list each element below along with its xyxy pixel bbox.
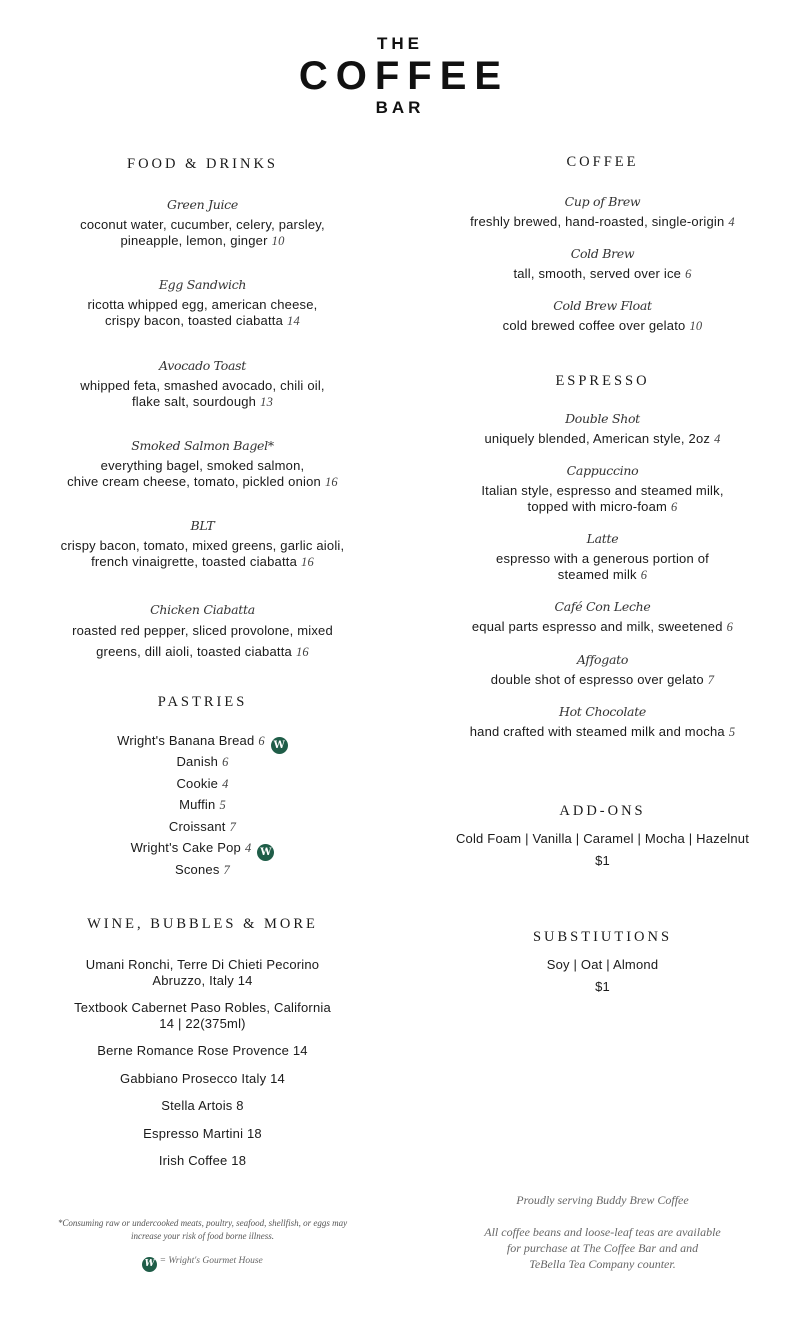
item-description: crispy bacon, tomato, mixed greens, garlic aioli, french vinaigrette, toasted ciabatta 16 [60,538,345,569]
availability-note: All coffee beans and loose-leaf teas are available for purchase at The Coffee Bar and and TeBella Tea Company counter. [484,1225,721,1271]
item-price: 4 [728,215,735,229]
item-name: Chicken Ciabatta [150,602,255,617]
brand-line-the: THE [377,34,423,53]
pastry-item-cake-pop [40,840,365,861]
item-name: Avocado Toast [159,358,246,373]
item-name: Danish [176,754,219,769]
addons-options: Cold Foam | Vanilla | Caramel | Mocha | Hazelnut [455,831,750,846]
substitutions-price: $1 [595,979,610,994]
item-price: 14 [287,314,300,328]
item-price: 5 [728,725,736,739]
menu-item-latte [430,530,775,583]
item-name: Cookie [176,776,219,791]
item-price: 7 [229,820,237,834]
item-description: espresso with a generous portion of steamed milk 6 [496,551,709,582]
addons-section-title: ADD-ONS [559,803,646,819]
item-price: 6 [671,500,678,514]
item-description: ricotta whipped egg, american cheese, crispy bacon, toasted ciabatta 14 [87,297,318,328]
wrights-badge-icon: W [142,1257,157,1272]
item-description: Italian style, espresso and steamed milk, topped with micro-foam 6 [481,483,724,514]
item-name: Smoked Salmon Bagel* [131,438,274,453]
substitutions-options: Soy | Oat | Almond [546,957,659,972]
menu-item-hot-chocolate [430,703,775,740]
item-description: roasted red pepper, sliced provolone, mixed greens, dill aioli, toasted ciabatta 16 [72,623,333,659]
item-price: 6 [222,755,229,769]
menu-item-chicken-ciabatta [40,601,365,663]
item-name: Cold Brew [570,246,635,261]
wine-item-irish-coffee: Irish Coffee 18 [158,1153,247,1168]
menu-item-green-juice [40,196,365,249]
item-name: Muffin [179,797,216,812]
menu-item-double-shot [430,410,775,447]
wine-item-cabernet: Textbook Cabernet Paso Robles, California 14 | 22(375ml) [74,1000,331,1031]
item-price: 7 [707,673,715,687]
item-name: Croissant [168,819,226,834]
wine-item-pecorino: Umani Ronchi, Terre Di Chieti Pecorino Abruzzo, Italy 14 [85,957,320,988]
item-name: Hot Chocolate [558,704,647,719]
wine-item-rose: Berne Romance Rose Provence 14 [97,1043,308,1058]
menu-item-smoked-salmon-bagel [40,437,365,490]
item-description: double shot of espresso over gelato 7 [490,672,715,687]
item-description: coconut water, cucumber, celery, parsley, pineapple, lemon, ginger 10 [80,217,325,248]
item-name: Green Juice [167,197,238,212]
item-description: everything bagel, smoked salmon, chive cream cheese, tomato, pickled onion 16 [67,458,338,489]
pastry-item-croissant [40,819,365,835]
item-description: tall, smooth, served over ice 6 [513,266,692,281]
wine-item-espresso-martini: Espresso Martini 18 [143,1126,262,1141]
menu-item-blt [40,517,365,570]
item-price: 7 [223,863,230,877]
item-price: 10 [271,234,285,248]
item-description: equal parts espresso and milk, sweetened 6 [471,619,734,634]
item-name: Wright's Banana Bread [117,733,255,748]
wrights-badge-icon: W [271,737,288,754]
item-price: 5 [219,798,226,812]
item-name: Scones [174,862,220,877]
item-name: Wright's Cake Pop [130,840,241,855]
substitutions-section-title: SUBSTIUTIONS [532,929,673,945]
coffee-section-title: COFFEE [566,154,639,170]
pastry-item-cookie [40,776,365,792]
item-name: BLT [190,518,215,533]
espresso-section-title: ESPRESSO [555,373,650,389]
item-description: hand crafted with steamed milk and mocha 5 [469,724,736,739]
menu-item-cappuccino [430,462,775,515]
item-description: freshly brewed, hand-roasted, single-origin 4 [470,214,735,229]
brand-line-coffee: COFFEE [298,54,510,98]
menu-item-cold-brew [430,245,775,282]
item-name: Latte [586,531,619,546]
item-description: cold brewed coffee over gelato 10 [502,318,703,333]
left-column [40,0,365,1318]
item-price: 6 [685,267,692,281]
item-name: Cappuccino [566,463,639,478]
menu-item-cup-of-brew [430,193,775,230]
wine-item-prosecco: Gabbiano Prosecco Italy 14 [120,1071,285,1086]
item-name: Egg Sandwich [158,277,247,292]
item-price: 6 [258,734,265,748]
food-safety-footnote: *Consuming raw or undercooked meats, poultry, seafood, shellfish, or eggs may increase your risk of food borne illness. [57,1218,348,1241]
item-price: 4 [222,777,229,791]
item-price: 6 [640,568,648,582]
item-price: 4 [244,841,252,855]
item-price: 10 [689,319,703,333]
menu-item-egg-sandwich [40,276,365,329]
menu-item-cafe-con-leche [430,598,775,635]
pastry-item-danish [40,754,365,770]
item-price: 13 [260,395,274,409]
item-description: whipped feta, smashed avocado, chili oil, flake salt, sourdough 13 [80,378,325,409]
pastry-item-scones [40,862,365,878]
item-price: 16 [295,645,309,659]
pastry-item-muffin [40,797,365,813]
pastries-section-title: PASTRIES [157,694,248,710]
item-price: 16 [324,475,338,489]
item-name: Café Con Leche [554,599,651,614]
menu-item-affogato [430,651,775,688]
item-description: uniquely blended, American style, 2oz 4 [484,431,721,446]
addons-price: $1 [595,853,610,868]
wrights-legend [40,1256,365,1272]
wine-item-stella: Stella Artois 8 [161,1098,244,1113]
item-name: Cup of Brew [564,194,641,209]
item-price: 6 [726,620,734,634]
item-price: 16 [301,555,314,569]
wine-section-title: WINE, BUBBLES & MORE [87,916,318,932]
menu-item-avocado-toast [40,357,365,410]
right-column [430,0,775,1318]
brand-line-bar: BAR [375,98,425,117]
legend-text: = Wright's Gourmet House [159,1256,263,1266]
food-section-title: FOOD & DRINKS [127,156,278,172]
item-name: Double Shot [565,411,640,426]
wrights-badge-icon: W [257,844,274,861]
item-name: Cold Brew Float [553,298,652,313]
item-price: 4 [714,432,721,446]
item-name: Affogato [576,652,629,667]
pastry-item-banana-bread [40,733,365,754]
proudly-serving-note: Proudly serving Buddy Brew Coffee [516,1193,689,1207]
menu-item-cold-brew-float [430,297,775,334]
